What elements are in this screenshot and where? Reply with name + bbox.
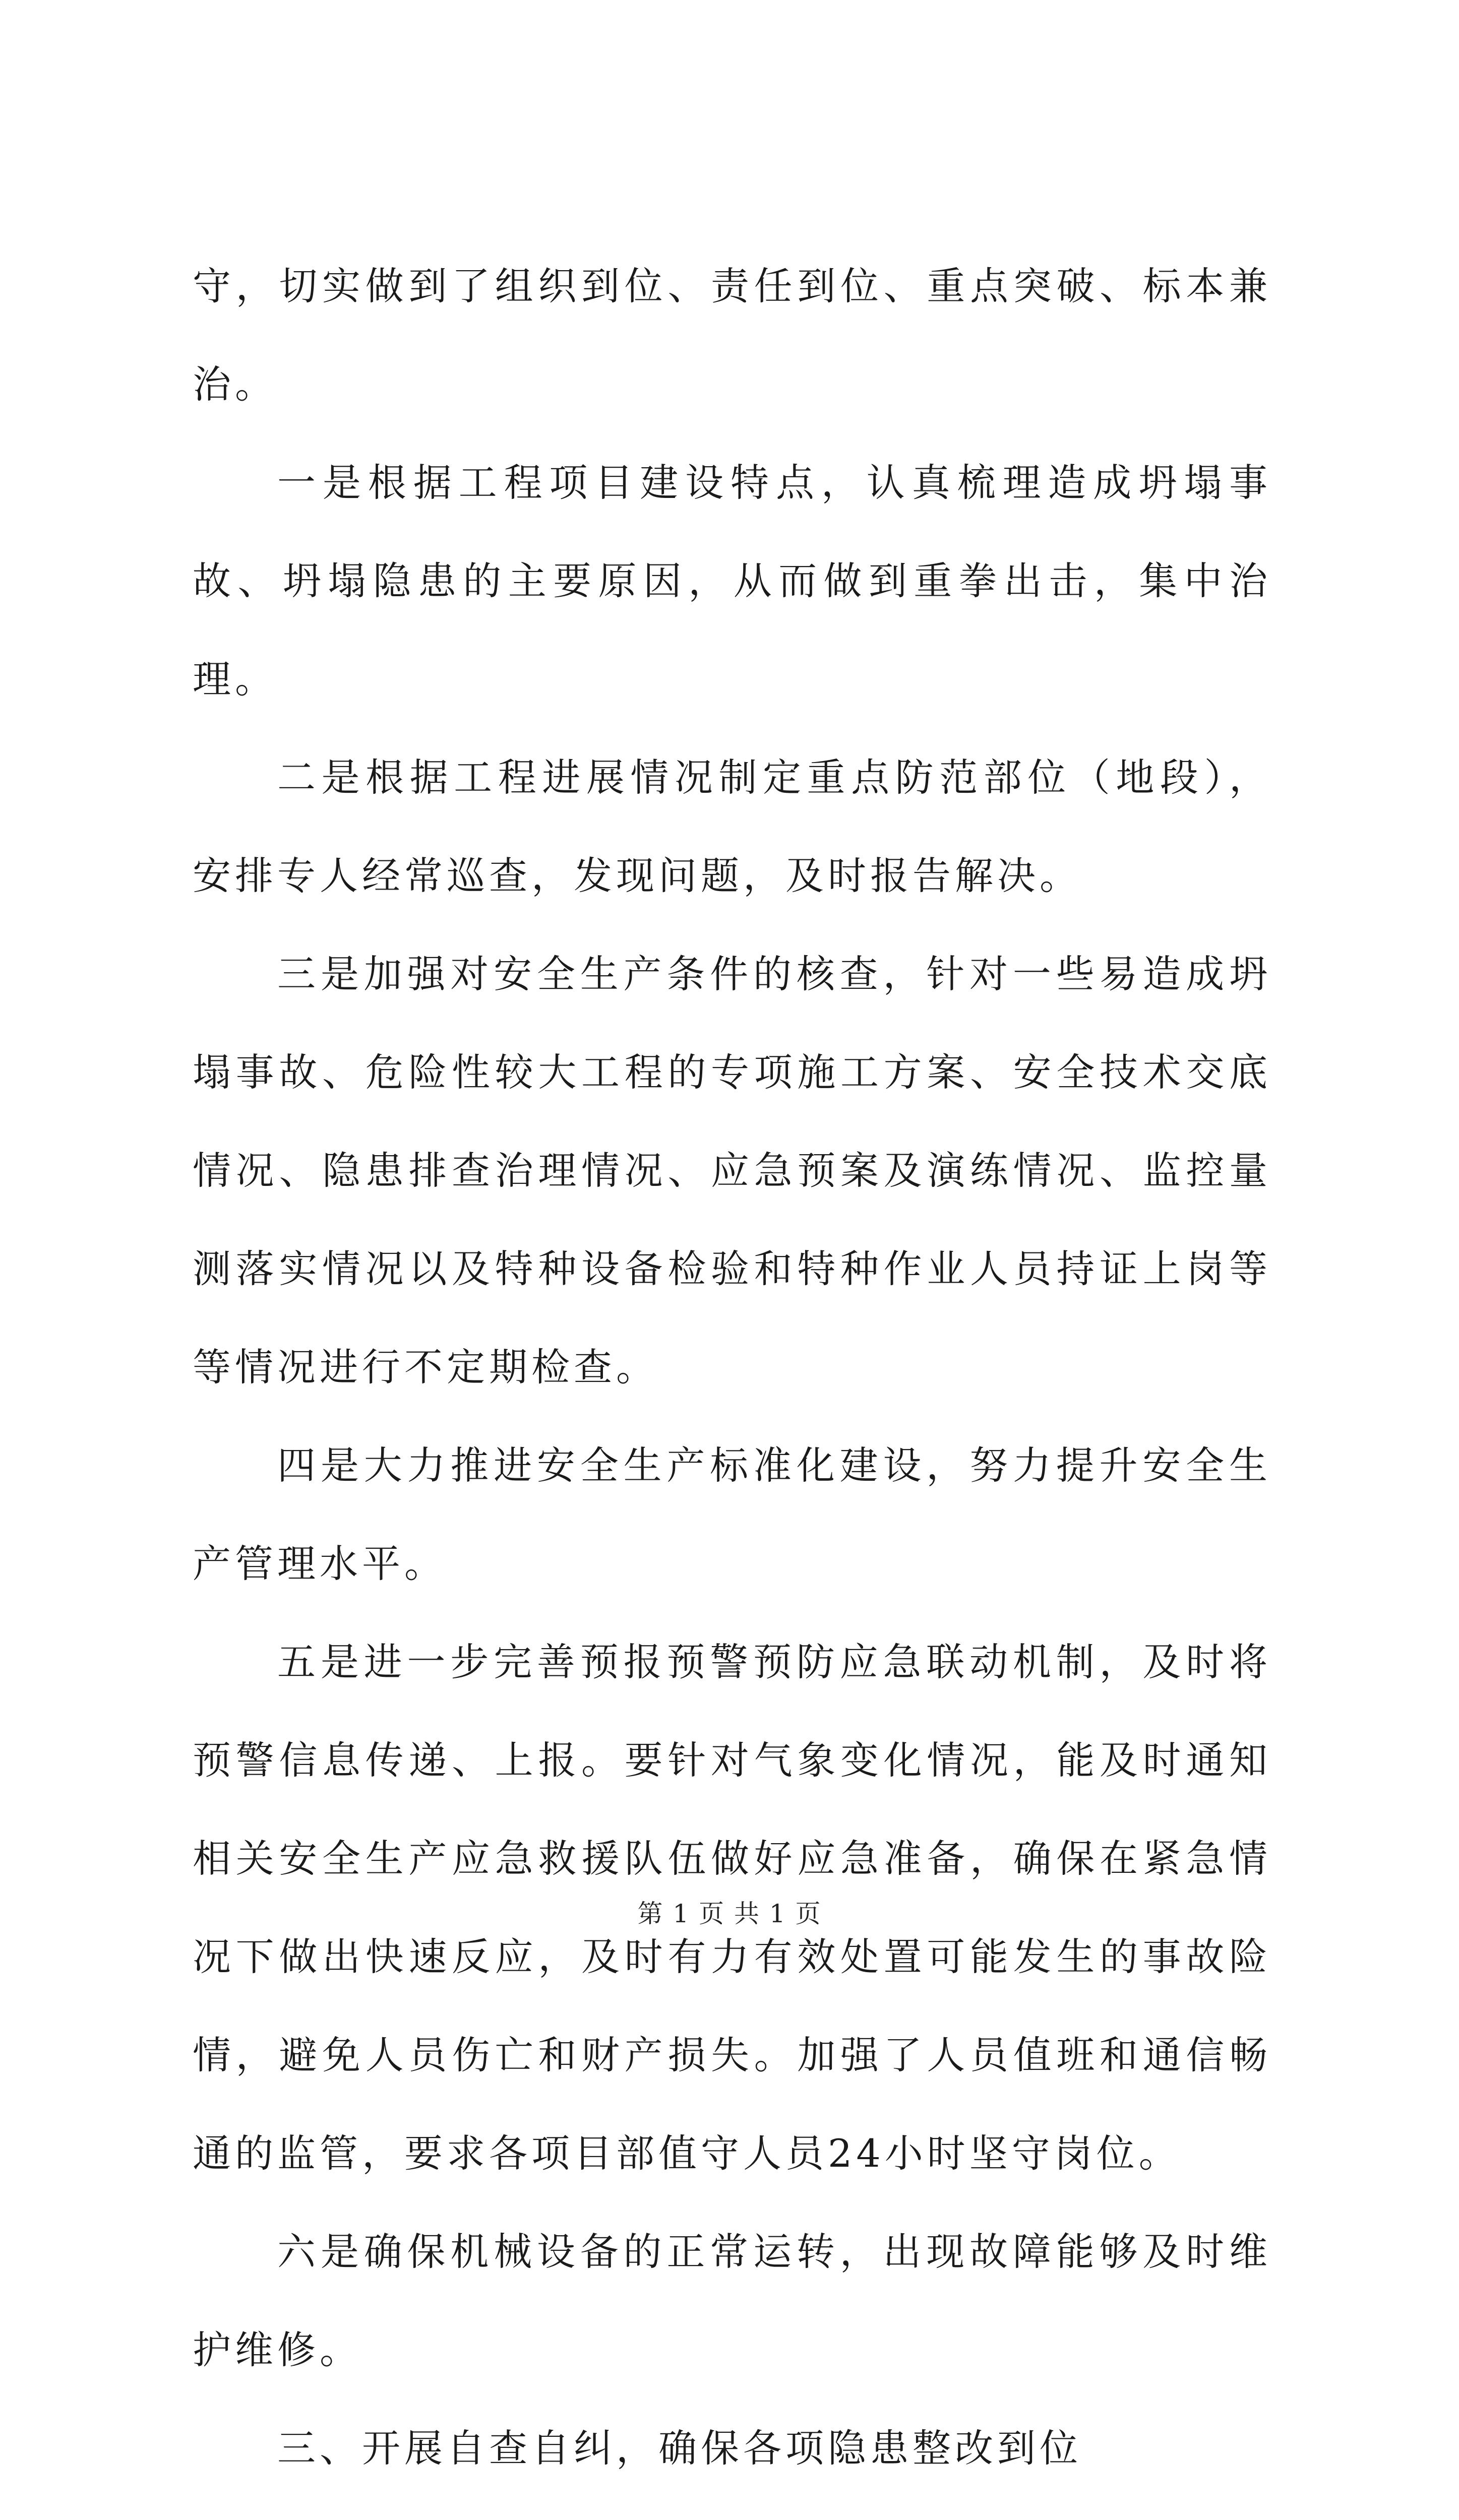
paragraph-3: 二是根据工程进展情况制定重点防范部位（地段），安排专人经常巡查，发现问题，及时报告解决。 (193, 755, 1271, 898)
section-heading: 三、开展自查自纠，确保各项隐患整改到位 (277, 2426, 1082, 2471)
paragraph-4: 三是加强对安全生产条件的核查，针对一些易造成坍塌事故、危险性较大工程的专项施工方案、安全技术交底情况、隐患排查治理情况、应急预案及演练情况、监控量测落实情况以及特种设备检验和特种作业人员持证上岗等等情况进行不定期检查。 (193, 952, 1271, 1390)
paragraph-5: 四是大力推进安全生产标准化建设，努力提升安全生产管理水平。 (193, 1443, 1271, 1586)
paragraph-2: 一是根据工程项目建设特点，认真梳理造成坍塌事故、坍塌隐患的主要原因，从而做到重拳出击，集中治理。 (193, 460, 1271, 702)
paragraph-9 (193, 2497, 1271, 2520)
paragraph-1: 守，切实做到了组织到位、责任到位、重点突破、标本兼治。 (193, 264, 1271, 407)
paragraph-7: 六是确保机械设备的正常运转，出现故障能够及时维护维修。 (193, 2229, 1271, 2372)
paragraph-6: 五是进一步完善预报预警预防应急联动机制，及时将预警信息传递、上报。要针对气象变化情况，能及时通知相关安全生产应急救援队伍做好应急准备，确保在紧急情况下做出快速反应，及时有力有效处置可能发生的事故险情，避免人员伤亡和财产损失。加强了人员值班和通信畅通的监管，要求各项目部值守人员24小时坚守岗位。 (193, 1640, 1271, 2176)
document-body (193, 237, 1271, 2520)
page-footer: 第 1 页 共 1 页 (637, 1899, 822, 1928)
